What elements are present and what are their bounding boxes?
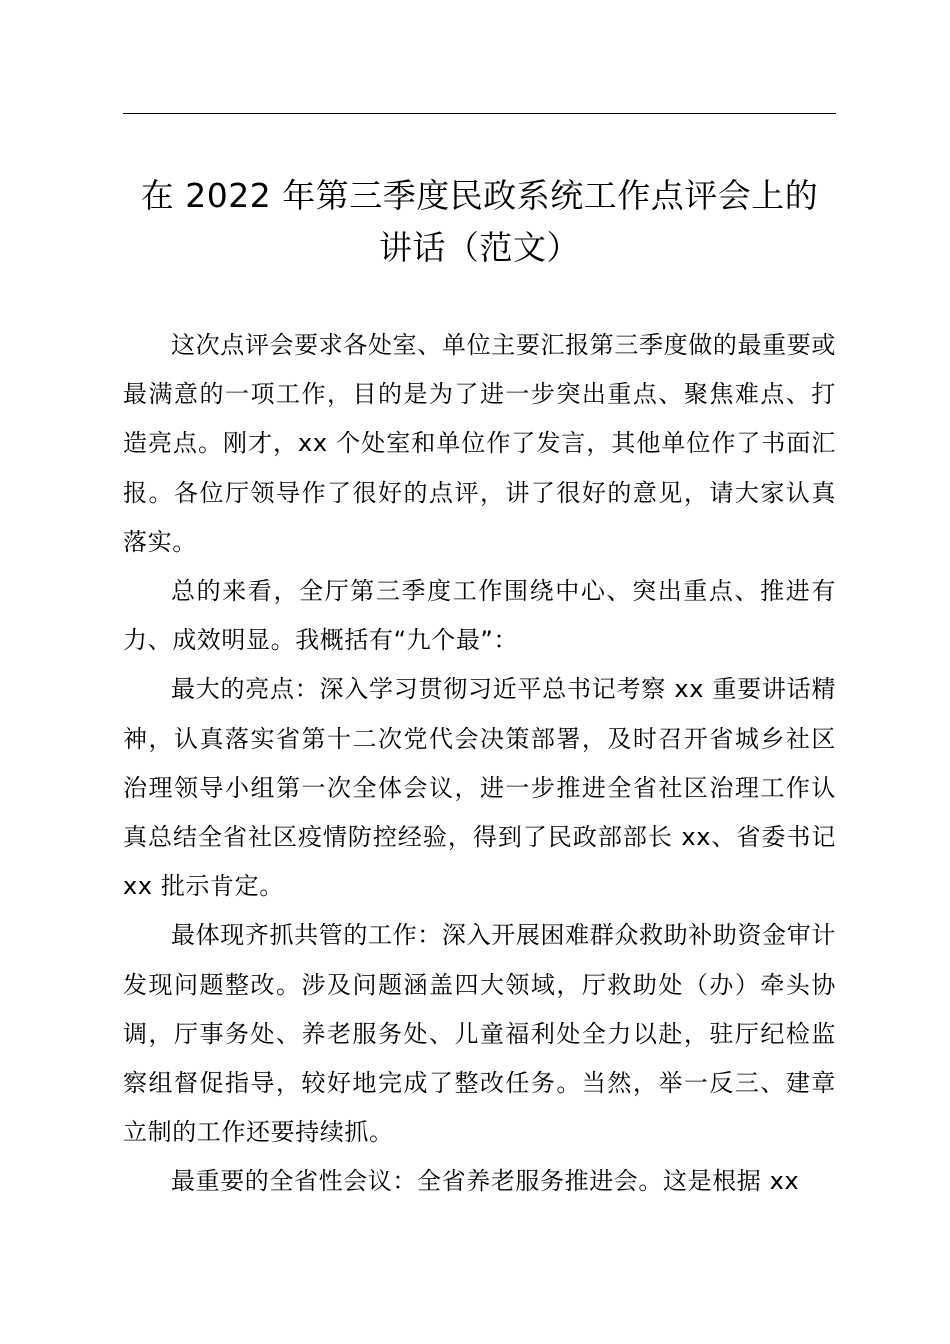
paragraph-1: 这次点评会要求各处室、单位主要汇报第三季度做的最重要或最满意的一项工作，目的是为了进一步突出重点、聚焦难点、打造亮点。刚才，xx 个处室和单位作了发言，其他单位作了书面汇报。各位厅领导作了很好的点评，讲了很好的意见，请大家认真落实。 [123, 331, 836, 556]
title-line-1: 在 2022 年第三季度民政系统工作点评会上的 [140, 176, 819, 215]
header-rule [123, 113, 836, 114]
document-body [123, 321, 836, 1207]
paragraph-3: 最大的亮点：深入学习贯彻习近平总书记考察 xx 重要讲话精神，认真落实省第十二次党代会决策部署，及时召开省城乡社区治理领导小组第一次全体会议，进一步推进全省社区治理工作认真总结全省社区疫情防控经验，得到了民政部部长 xx、省委书记 xx 批示肯定。 [123, 675, 836, 901]
document-title [123, 170, 836, 274]
paragraph-2: 总的来看，全厅第三季度工作围绕中心、突出重点、推进有力、成效明显。我概括有“九个最”： [123, 577, 836, 655]
paragraph-4: 最体现齐抓共管的工作：深入开展困难群众救助补助资金审计发现问题整改。涉及问题涵盖四大领域，厅救助处（办）牵头协调，厅事务处、养老服务处、儿童福利处全力以赴，驻厅纪检监察组督促指导，较好地完成了整改任务。当然，举一反三、建章立制的工作还要持续抓。 [123, 921, 836, 1147]
title-line-2: 讲话（范文） [379, 228, 580, 267]
paragraph-5: 最重要的全省性会议：全省养老服务推进会。这是根据 xx [171, 1167, 800, 1196]
